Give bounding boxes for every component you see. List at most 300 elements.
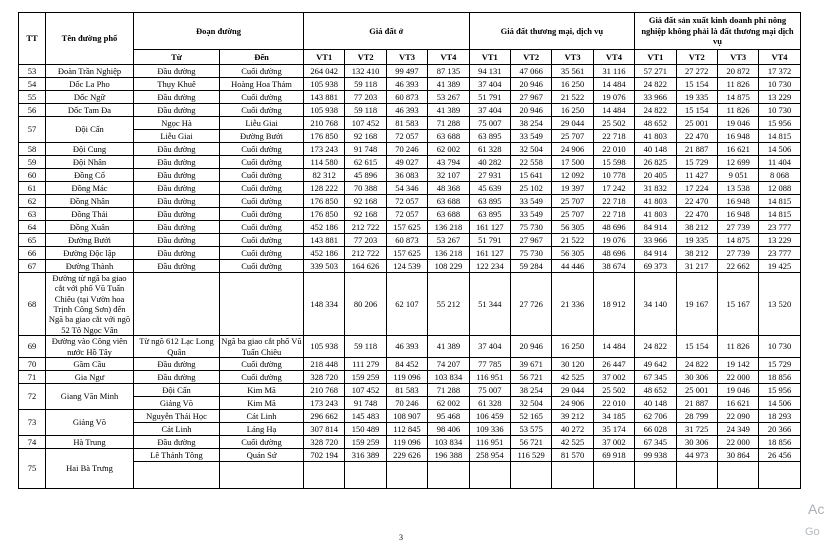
col-header-vt2: VT2: [510, 50, 551, 65]
price-cell: 36 083: [386, 169, 427, 182]
price-cell: 15 956: [759, 383, 800, 396]
price-cell: 25 001: [676, 383, 717, 396]
price-cell: 35 561: [552, 65, 593, 78]
col-header-segment: Đoạn đường: [134, 13, 304, 50]
col-header-production-price: Giá đất sản xuất kinh doanh phi nông nghiệp không phải là đất thương mại dịch vụ: [635, 13, 801, 50]
price-cell: 98 406: [428, 422, 469, 435]
price-cell: 15 167: [717, 273, 758, 336]
from-cell: Thụy Khuê: [134, 78, 220, 91]
price-cell: 229 626: [386, 448, 427, 461]
price-cell: 45 639: [469, 182, 510, 195]
from-cell: Đầu đường: [134, 247, 220, 260]
tt-cell: 61: [19, 182, 46, 195]
price-cell: 27 967: [510, 91, 551, 104]
price-cell: 14 815: [759, 130, 800, 143]
price-cell: 25 707: [552, 195, 593, 208]
price-cell: 75 007: [469, 383, 510, 396]
price-cell: 11 826: [717, 336, 758, 358]
price-cell: 328 720: [304, 435, 345, 448]
price-cell: 210 768: [304, 383, 345, 396]
price-cell: 15 154: [676, 104, 717, 117]
price-cell: 176 850: [304, 208, 345, 221]
table-row: [19, 91, 801, 104]
to-cell: Cuối đường: [220, 208, 304, 221]
price-cell: 70 388: [345, 182, 386, 195]
price-cell: 12 092: [552, 169, 593, 182]
price-cell: 84 914: [635, 221, 676, 234]
price-cell: 54 346: [386, 182, 427, 195]
price-cell: 119 096: [386, 370, 427, 383]
price-cell: 46 393: [386, 104, 427, 117]
price-cell: 72 057: [386, 130, 427, 143]
price-cell: 44 973: [676, 448, 717, 461]
from-cell: Liễu Giai: [134, 130, 220, 143]
price-cell: 22 718: [593, 208, 634, 221]
price-cell: 452 186: [304, 221, 345, 234]
tt-cell: 67: [19, 260, 46, 273]
price-cell: 150 489: [345, 422, 386, 435]
col-header-vt2: VT2: [345, 50, 386, 65]
price-cell: 14 875: [717, 91, 758, 104]
price-cell: 47 066: [510, 65, 551, 78]
street-name-cell: Hai Bà Trưng: [46, 448, 134, 488]
price-cell: 84 452: [386, 357, 427, 370]
price-cell: 37 002: [593, 370, 634, 383]
price-cell: 87 135: [428, 65, 469, 78]
price-cell: 212 722: [345, 247, 386, 260]
price-cell: 10 730: [759, 78, 800, 91]
price-cell: 29 044: [552, 117, 593, 130]
price-cell: 39 212: [552, 409, 593, 422]
price-cell: 17 372: [759, 65, 800, 78]
price-cell: 69 918: [593, 448, 634, 461]
from-cell: Cát Linh: [134, 422, 220, 435]
page-number: 3: [399, 533, 403, 542]
price-cell: 38 212: [676, 247, 717, 260]
price-cell: 109 336: [469, 422, 510, 435]
price-cell: 27 272: [676, 65, 717, 78]
price-cell: 13 520: [759, 273, 800, 336]
price-cell: 19 335: [676, 234, 717, 247]
price-cell: 159 259: [345, 435, 386, 448]
price-cell: 26 825: [635, 156, 676, 169]
price-cell: 42 525: [552, 435, 593, 448]
header-vt-row: [19, 50, 801, 65]
price-cell: 19 335: [676, 91, 717, 104]
street-name-cell: Hà Trung: [46, 435, 134, 448]
price-cell: 11 404: [759, 156, 800, 169]
price-cell: 41 389: [428, 336, 469, 358]
price-cell: 24 822: [635, 78, 676, 91]
price-cell: 42 525: [552, 370, 593, 383]
price-cell: 22 558: [510, 156, 551, 169]
price-cell: 38 254: [510, 117, 551, 130]
price-cell: 92 168: [345, 208, 386, 221]
price-cell: 20 405: [635, 169, 676, 182]
price-cell: 20 946: [510, 336, 551, 358]
price-cell: 33 549: [510, 130, 551, 143]
price-cell: 103 834: [428, 370, 469, 383]
col-header-vt4: VT4: [593, 50, 634, 65]
to-cell: Hoàng Hoa Thám: [220, 78, 304, 91]
price-cell: 16 948: [717, 130, 758, 143]
price-cell: 14 484: [593, 336, 634, 358]
street-name-cell: Đường vào Công viên nước Hồ Tây: [46, 336, 134, 358]
street-name-cell: Đội Cung: [46, 143, 134, 156]
price-cell: [593, 461, 634, 488]
price-cell: 31 832: [635, 182, 676, 195]
to-cell: Cuối đường: [220, 435, 304, 448]
price-cell: 22 718: [593, 195, 634, 208]
price-cell: 22 470: [676, 130, 717, 143]
price-cell: 59 118: [345, 78, 386, 91]
price-cell: 108 907: [386, 409, 427, 422]
price-cell: 56 721: [510, 370, 551, 383]
price-cell: 91 748: [345, 396, 386, 409]
street-name-cell: Dốc Ngữ: [46, 91, 134, 104]
price-cell: 25 502: [593, 383, 634, 396]
price-cell: 48 696: [593, 247, 634, 260]
price-cell: 62 002: [428, 143, 469, 156]
to-cell: Cuối đường: [220, 91, 304, 104]
price-cell: 72 057: [386, 208, 427, 221]
price-cell: 53 575: [510, 422, 551, 435]
price-cell: 218 448: [304, 357, 345, 370]
price-cell: 22 000: [717, 435, 758, 448]
price-cell: 307 814: [304, 422, 345, 435]
price-cell: 80 206: [345, 273, 386, 336]
price-cell: 14 506: [759, 143, 800, 156]
from-cell: Đầu đường: [134, 156, 220, 169]
price-cell: 19 425: [759, 260, 800, 273]
price-cell: 56 305: [552, 221, 593, 234]
col-header-residential-price: Giá đất ở: [304, 13, 470, 50]
price-cell: 16 948: [717, 208, 758, 221]
price-cell: 20 946: [510, 78, 551, 91]
street-name-cell: Dốc La Pho: [46, 78, 134, 91]
street-name-cell: Đồng Thái: [46, 208, 134, 221]
table-row: [19, 156, 801, 169]
price-cell: 39 671: [510, 357, 551, 370]
from-cell: Đầu đường: [134, 91, 220, 104]
price-cell: 52 165: [510, 409, 551, 422]
table-row: [19, 461, 801, 488]
price-cell: 16 250: [552, 336, 593, 358]
price-cell: 157 625: [386, 221, 427, 234]
price-cell: 69 373: [635, 260, 676, 273]
price-cell: 128 222: [304, 182, 345, 195]
price-cell: 92 168: [345, 130, 386, 143]
price-cell: 74 207: [428, 357, 469, 370]
price-cell: 702 194: [304, 448, 345, 461]
street-name-cell: Đội Nhân: [46, 156, 134, 169]
price-cell: 82 312: [304, 169, 345, 182]
price-cell: 11 427: [676, 169, 717, 182]
price-cell: 210 768: [304, 117, 345, 130]
to-cell: Láng Hạ: [220, 422, 304, 435]
price-cell: 25 102: [510, 182, 551, 195]
price-cell: 40 148: [635, 396, 676, 409]
tt-cell: 70: [19, 357, 46, 370]
price-cell: 34 140: [635, 273, 676, 336]
price-cell: 112 845: [386, 422, 427, 435]
price-cell: [676, 461, 717, 488]
tt-cell: 59: [19, 156, 46, 169]
tt-cell: 53: [19, 65, 46, 78]
price-cell: 15 956: [759, 117, 800, 130]
table-row: [19, 336, 801, 358]
price-cell: 132 410: [345, 65, 386, 78]
price-cell: 105 938: [304, 104, 345, 117]
price-cell: 28 799: [676, 409, 717, 422]
price-cell: 15 641: [510, 169, 551, 182]
price-cell: 37 404: [469, 336, 510, 358]
to-cell: Liễu Giai: [220, 117, 304, 130]
col-header-vt4: VT4: [428, 50, 469, 65]
price-cell: [345, 461, 386, 488]
watermark-fragment-1: Ac: [808, 501, 825, 517]
price-cell: 18 912: [593, 273, 634, 336]
price-cell: 30 306: [676, 435, 717, 448]
tt-cell: 54: [19, 78, 46, 91]
price-cell: 41 389: [428, 104, 469, 117]
price-cell: 40 272: [552, 422, 593, 435]
to-cell: Cuối đường: [220, 370, 304, 383]
price-cell: 16 621: [717, 396, 758, 409]
to-cell: Cuối đường: [220, 234, 304, 247]
price-cell: 19 076: [593, 91, 634, 104]
price-cell: 27 931: [469, 169, 510, 182]
price-cell: [552, 461, 593, 488]
price-cell: 53 267: [428, 234, 469, 247]
price-cell: 53 267: [428, 91, 469, 104]
price-cell: 49 027: [386, 156, 427, 169]
price-cell: 95 468: [428, 409, 469, 422]
price-cell: 19 167: [676, 273, 717, 336]
tt-cell: 65: [19, 234, 46, 247]
price-cell: 45 896: [345, 169, 386, 182]
price-cell: 70 246: [386, 396, 427, 409]
table-row: [19, 78, 801, 91]
price-cell: 46 393: [386, 78, 427, 91]
price-cell: 14 484: [593, 104, 634, 117]
price-cell: 99 938: [635, 448, 676, 461]
price-cell: 62 107: [386, 273, 427, 336]
from-cell: Đầu đường: [134, 143, 220, 156]
price-cell: 40 148: [635, 143, 676, 156]
price-cell: 75 007: [469, 117, 510, 130]
tt-cell: 75: [19, 448, 46, 488]
price-cell: 105 938: [304, 336, 345, 358]
price-cell: 107 452: [345, 117, 386, 130]
price-cell: 32 107: [428, 169, 469, 182]
price-cell: 22 718: [593, 130, 634, 143]
price-cell: 164 626: [345, 260, 386, 273]
price-cell: 77 785: [469, 357, 510, 370]
price-cell: 92 168: [345, 195, 386, 208]
from-cell: Đầu đường: [134, 260, 220, 273]
price-cell: 41 389: [428, 78, 469, 91]
price-cell: 16 250: [552, 78, 593, 91]
price-cell: 75 730: [510, 247, 551, 260]
price-cell: 63 895: [469, 208, 510, 221]
price-cell: 21 887: [676, 143, 717, 156]
price-cell: 14 506: [759, 396, 800, 409]
tt-cell: 69: [19, 336, 46, 358]
price-cell: 55 212: [428, 273, 469, 336]
price-cell: 63 895: [469, 130, 510, 143]
price-cell: 29 044: [552, 383, 593, 396]
price-cell: 18 293: [759, 409, 800, 422]
price-cell: [759, 461, 800, 488]
price-cell: 33 549: [510, 208, 551, 221]
tt-cell: 63: [19, 208, 46, 221]
table-row: [19, 117, 801, 130]
table-row: [19, 169, 801, 182]
price-cell: 106 459: [469, 409, 510, 422]
price-cell: 119 096: [386, 435, 427, 448]
table-row: [19, 104, 801, 117]
price-cell: 20 872: [717, 65, 758, 78]
to-cell: Quán Sứ: [220, 448, 304, 461]
tt-cell: 66: [19, 247, 46, 260]
price-cell: [717, 461, 758, 488]
price-cell: 77 203: [345, 91, 386, 104]
price-cell: 43 794: [428, 156, 469, 169]
price-cell: 157 625: [386, 247, 427, 260]
price-cell: 10 730: [759, 104, 800, 117]
price-cell: 22 000: [717, 370, 758, 383]
table-row: [19, 435, 801, 448]
price-cell: 25 707: [552, 208, 593, 221]
tt-cell: 74: [19, 435, 46, 448]
header-group-row: [19, 13, 801, 50]
price-cell: 11 826: [717, 104, 758, 117]
price-cell: 15 598: [593, 156, 634, 169]
price-cell: [304, 461, 345, 488]
col-header-commercial-price: Giá đất thương mại, dịch vụ: [469, 13, 635, 50]
street-name-cell: Đồng Nhân: [46, 195, 134, 208]
col-header-tt: TT: [19, 13, 46, 65]
from-cell: Đầu đường: [134, 169, 220, 182]
price-cell: 22 470: [676, 195, 717, 208]
price-cell: 25 707: [552, 130, 593, 143]
price-cell: 22 010: [593, 143, 634, 156]
table-row: [19, 208, 801, 221]
to-cell: Cuối đường: [220, 169, 304, 182]
to-cell: Cuối đường: [220, 104, 304, 117]
from-cell: Đầu đường: [134, 370, 220, 383]
tt-cell: 55: [19, 91, 46, 104]
price-cell: 15 154: [676, 78, 717, 91]
price-cell: 51 791: [469, 234, 510, 247]
table-row: [19, 422, 801, 435]
price-cell: 31 116: [593, 65, 634, 78]
price-cell: 22 090: [717, 409, 758, 422]
tt-cell: 62: [19, 195, 46, 208]
price-cell: 61 328: [469, 143, 510, 156]
from-cell: [134, 461, 220, 488]
col-header-vt3: VT3: [386, 50, 427, 65]
price-cell: 14 815: [759, 195, 800, 208]
price-cell: 30 306: [676, 370, 717, 383]
price-cell: 56 721: [510, 435, 551, 448]
street-name-cell: Dốc Tam Đa: [46, 104, 134, 117]
street-name-cell: Giang Văn Minh: [46, 383, 134, 409]
price-cell: 161 127: [469, 247, 510, 260]
price-cell: 16 250: [552, 104, 593, 117]
price-cell: 124 539: [386, 260, 427, 273]
price-cell: 24 349: [717, 422, 758, 435]
tt-cell: 73: [19, 409, 46, 435]
from-cell: Đầu đường: [134, 104, 220, 117]
table-row: [19, 65, 801, 78]
tt-cell: 60: [19, 169, 46, 182]
col-header-vt2: VT2: [676, 50, 717, 65]
price-cell: 63 688: [428, 208, 469, 221]
price-cell: 116 951: [469, 370, 510, 383]
col-header-vt3: VT3: [717, 50, 758, 65]
from-cell: Đầu đường: [134, 357, 220, 370]
street-name-cell: Đồng Cổ: [46, 169, 134, 182]
tt-cell: 58: [19, 143, 46, 156]
price-cell: 316 389: [345, 448, 386, 461]
price-cell: 44 446: [552, 260, 593, 273]
price-cell: 19 076: [593, 234, 634, 247]
price-cell: [428, 461, 469, 488]
price-cell: 27 726: [510, 273, 551, 336]
street-name-cell: Đoàn Trần Nghiệp: [46, 65, 134, 78]
from-cell: Đội Cấn: [134, 383, 220, 396]
street-name-cell: Đường từ ngã ba giao cắt với phố Vũ Tuấn Chiêu (tại Vườn hoa Trịnh Công Sơn) đến Ngã ba giao cắt với ngõ 52 Tô Ngọc Vân: [46, 273, 134, 336]
col-header-vt3: VT3: [552, 50, 593, 65]
price-cell: 24 906: [552, 143, 593, 156]
from-cell: Đầu đường: [134, 221, 220, 234]
price-cell: 24 822: [635, 104, 676, 117]
price-cell: 196 388: [428, 448, 469, 461]
price-cell: 116 951: [469, 435, 510, 448]
from-cell: Đầu đường: [134, 435, 220, 448]
price-cell: 19 397: [552, 182, 593, 195]
to-cell: Cát Linh: [220, 409, 304, 422]
price-cell: 59 284: [510, 260, 551, 273]
table-row: [19, 260, 801, 273]
from-cell: Đầu đường: [134, 182, 220, 195]
price-cell: 114 580: [304, 156, 345, 169]
table-row: [19, 234, 801, 247]
price-cell: 62 706: [635, 409, 676, 422]
to-cell: Cuối đường: [220, 65, 304, 78]
table-row: [19, 448, 801, 461]
from-cell: [134, 273, 220, 336]
price-cell: 22 470: [676, 208, 717, 221]
price-cell: 339 503: [304, 260, 345, 273]
price-cell: 148 334: [304, 273, 345, 336]
price-cell: [386, 461, 427, 488]
price-cell: 18 856: [759, 370, 800, 383]
col-header-street: Tên đường phố: [46, 13, 134, 65]
to-cell: Đường Bưởi: [220, 130, 304, 143]
price-cell: 81 583: [386, 383, 427, 396]
price-cell: 99 497: [386, 65, 427, 78]
col-header-to: Đến: [220, 50, 304, 65]
price-cell: 13 229: [759, 234, 800, 247]
price-cell: 18 856: [759, 435, 800, 448]
price-cell: 61 328: [469, 396, 510, 409]
price-cell: 15 729: [676, 156, 717, 169]
price-cell: 24 822: [676, 357, 717, 370]
table-row: [19, 143, 801, 156]
